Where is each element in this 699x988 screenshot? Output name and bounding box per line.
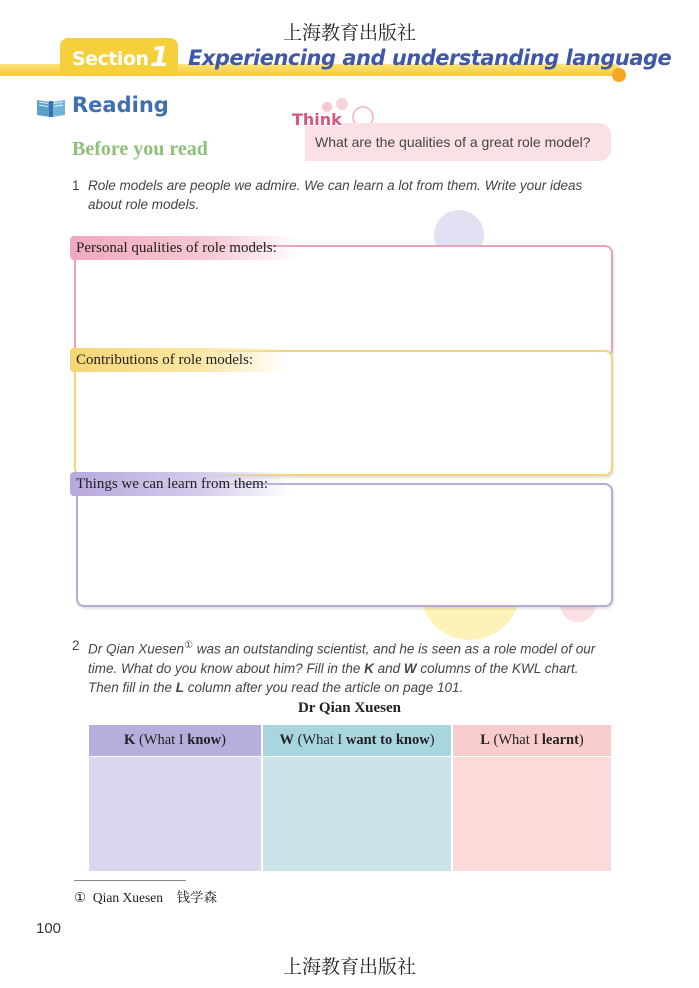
publisher-header: 上海教育出版社 bbox=[282, 22, 416, 44]
book-icon bbox=[36, 96, 66, 118]
kwl-open: (What I bbox=[489, 732, 542, 748]
question-line: about role models. bbox=[88, 197, 200, 212]
kwl-cell-w[interactable] bbox=[263, 757, 451, 871]
question-1 bbox=[72, 176, 582, 214]
footnote-mark: ① bbox=[184, 640, 194, 651]
kwl-letter: K bbox=[124, 732, 136, 748]
q2-text: and bbox=[373, 660, 404, 676]
kwl-close: ) bbox=[221, 732, 226, 748]
kwl-bold: learnt bbox=[541, 732, 579, 748]
section-title: Experiencing and understanding language bbox=[188, 46, 672, 70]
q2-w-letter: W bbox=[403, 660, 417, 676]
question-2 bbox=[72, 636, 595, 697]
kwl-letter: L bbox=[480, 732, 490, 748]
q2-text: was an outstanding scientist, and he is seen as a role model of our bbox=[193, 641, 596, 657]
footnote bbox=[74, 886, 217, 906]
section-word: Section bbox=[72, 48, 149, 70]
footnote-text: Qian Xuesen 钱学森 bbox=[92, 890, 217, 905]
kwl-open: (What I bbox=[135, 732, 188, 748]
kwl-cell-k[interactable] bbox=[89, 757, 261, 871]
question-line: Role models are people we admire. We can learn a lot from them. Write your ideas bbox=[88, 178, 583, 193]
kwl-title: Dr Qian Xuesen bbox=[297, 700, 402, 716]
kwl-letter: W bbox=[279, 732, 294, 748]
personal-qualities-label: Personal qualities of role models: bbox=[70, 236, 300, 260]
footnote-mark: ① bbox=[74, 890, 87, 905]
kwl-bold: know bbox=[187, 732, 222, 748]
section-number: 1 bbox=[150, 40, 170, 73]
kwl-close: ) bbox=[578, 732, 584, 748]
banner-dot bbox=[612, 68, 626, 82]
footnote-divider bbox=[74, 880, 186, 881]
before-you-read-heading: Before you read bbox=[72, 138, 208, 160]
contributions-label: Contributions of role models: bbox=[70, 348, 288, 372]
q2-text: Then fill in the bbox=[88, 679, 176, 695]
q2-text: columns of the KWL chart. bbox=[416, 660, 579, 676]
reading-heading: Reading bbox=[72, 93, 169, 117]
publisher-footer: 上海教育出版社 bbox=[282, 956, 416, 978]
kwl-header-k bbox=[89, 725, 261, 756]
q2-l-letter: L bbox=[175, 679, 185, 695]
kwl-open: (What I bbox=[293, 732, 346, 748]
q2-k-letter: K bbox=[364, 660, 374, 676]
q2-text: time. What do you know about him? Fill in the bbox=[88, 660, 365, 676]
kwl-cell-l[interactable] bbox=[453, 757, 611, 871]
things-to-learn-box[interactable] bbox=[76, 483, 613, 607]
kwl-close: ) bbox=[429, 732, 435, 748]
kwl-bold: want to know bbox=[345, 732, 430, 748]
question-number: 1 bbox=[72, 178, 80, 193]
q2-text: Dr Qian Xuesen bbox=[88, 641, 185, 657]
kwl-header-l bbox=[453, 725, 611, 756]
q2-text: column after you read the article on page 101. bbox=[184, 679, 464, 695]
things-to-learn-label: Things we can learn from them: bbox=[70, 472, 292, 496]
decor-bubble bbox=[336, 98, 348, 110]
think-label: Think bbox=[292, 110, 342, 129]
personal-qualities-box[interactable] bbox=[74, 245, 613, 357]
kwl-header-w bbox=[263, 725, 451, 756]
page-number: 100 bbox=[36, 920, 62, 937]
think-question: What are the qualities of a great role model? bbox=[315, 134, 591, 150]
question-number: 2 bbox=[72, 638, 80, 653]
